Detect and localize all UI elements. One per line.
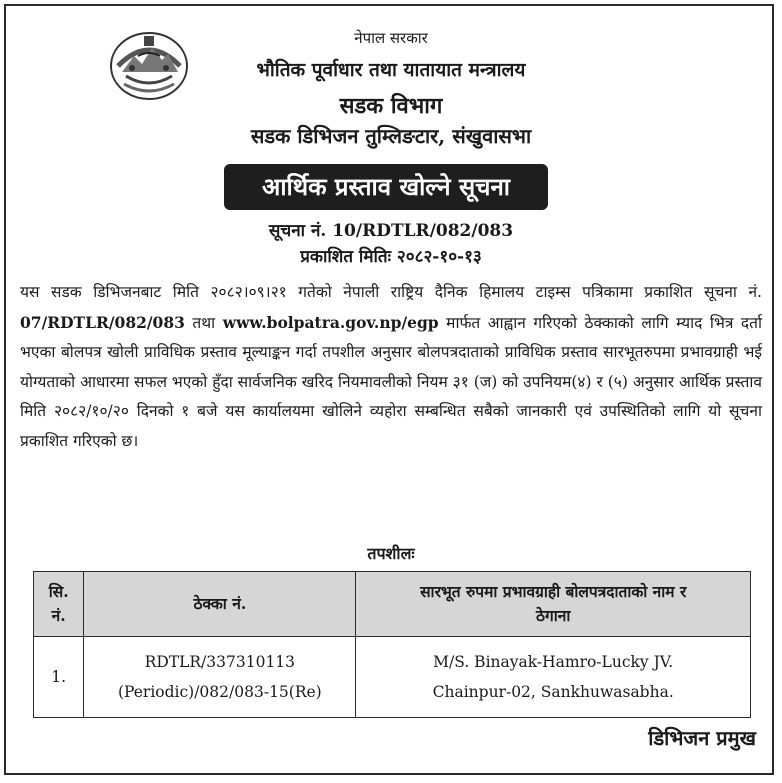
published-date: प्रकाशित मितिः २०८२-१०-१३ [300, 247, 482, 267]
cell-bidder: M/S. Binayak-Hamro-Lucky JV. Chainpur-02, Sankhuwasabha. [356, 637, 751, 718]
table-row [34, 637, 751, 718]
header-contract-number: ठेक्का नं. [84, 572, 356, 637]
government-name: नेपाल सरकार [354, 29, 428, 47]
table-header-row [34, 572, 751, 637]
details-table [33, 571, 751, 718]
body-text-part: यस सडक डिभिजनबाट मिति २०८२।०९।२१ गतेको नेपाली राष्ट्रिय दैनिक हिमालय टाइम्स पत्रिकामा प्रकाशित सूचना नं. [20, 283, 762, 301]
department-name: सडक विभाग [339, 93, 443, 119]
notice-body [20, 278, 762, 456]
notice-number: सूचना नं. 10/RDTLR/082/083 [268, 221, 514, 241]
details-label: तपशीलः [367, 544, 415, 563]
signature-division-chief: डिभिजन प्रमुख [648, 726, 756, 750]
header-bidder-name-address: सारभूत रुपमा प्रभावग्राही बोलपत्रदाताको नाम र ठेगाना [356, 572, 751, 637]
header-serial-number: सि. नं. [34, 572, 84, 637]
notice-title-banner: आर्थिक प्रस्ताव खोल्ने सूचना [224, 164, 548, 210]
reference-notice-number: 07/RDTLR/082/083 [20, 312, 185, 332]
ministry-name: भौतिक पूर्वाधार तथा यातायात मन्त्रालय [256, 59, 526, 81]
body-text-part: मार्फत आह्वान गरिएको ठेक्काको लागि म्याद भित्र दर्ता भएका बोलपत्र खोली प्राविधिक प्रस्ताव मूल्याङ्कन गर्दा तपशील अनुसार बोलपत्रदाताको प्राविधिक प्रस्ताव सारभूतरुपमा प्रभावग्राही भई योग्यताको आधारमा सफल भएको हुँदा सार्वजनिक खरिद नियमावलीको नियम ३१ (ज) को उपनियम(४) र (५) अनुसार आर्थिक प्रस्ताव मिति २०८२/१०/२० दिनको १ बजे यस कार्यालयमा खोलिने व्यहोरा सम्बन्धित सबैको जानकारी एवं उपस्थितिको लागि यो सूचना प्रकाशित गरिएको छ। [20, 313, 763, 450]
body-text-part: तथा [184, 313, 223, 332]
website-link[interactable]: www.bolpatra.gov.np/egp [222, 312, 439, 332]
division-name: सडक डिभिजन तुम्लिङटार, संखुवासभा [250, 124, 532, 148]
cell-contract-number: RDTLR/337310113 (Periodic)/082/083-15(Re) [84, 637, 356, 718]
cell-serial-number: 1. [34, 637, 84, 718]
